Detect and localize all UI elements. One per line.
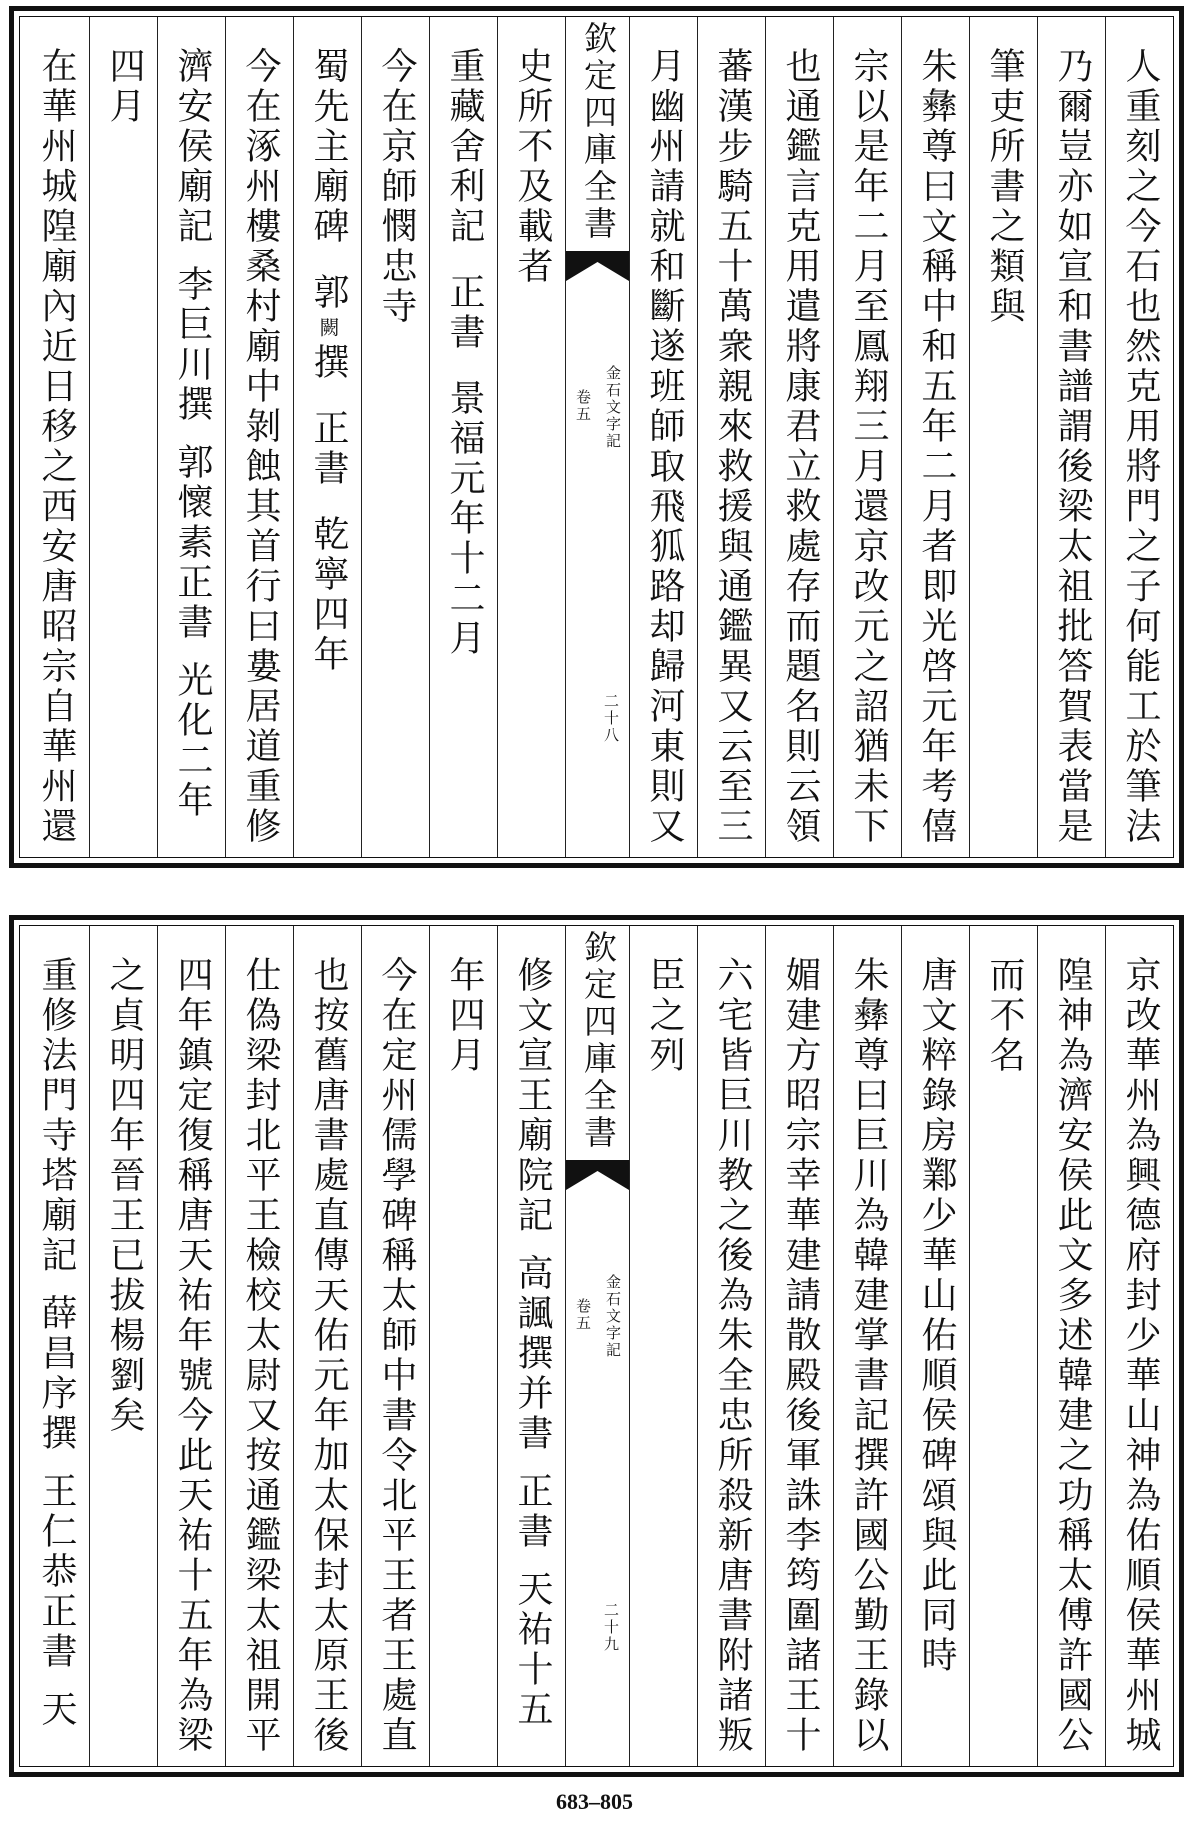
vertical-text (1106, 956, 1173, 1766)
vertical-text (498, 956, 565, 1766)
column-text: 筆吏所書之類與 (984, 47, 1025, 327)
entry-calligrapher: 王仁恭正書 (36, 1472, 77, 1672)
entry-date: 光化二年 (172, 661, 213, 821)
text-column (225, 926, 293, 1766)
vertical-text (1038, 956, 1105, 1766)
vertical-text (226, 956, 293, 1766)
entry-author: 李巨川撰 (172, 265, 213, 425)
vertical-text (90, 47, 157, 857)
text-column (1037, 17, 1105, 857)
vertical-text (970, 956, 1037, 1766)
column-text: 朱彝尊曰文稱中和五年二月者即光啓元年考僖 (916, 47, 957, 847)
text-column (497, 17, 565, 857)
text-column (697, 926, 765, 1766)
column-text: 六宅皆巨川教之後為朱全忠所殺新唐書附諸叛 (712, 956, 753, 1756)
column-text: 之貞明四年晉王已拔楊劉矣 (104, 956, 145, 1436)
vertical-text (21, 47, 89, 857)
text-column (157, 17, 225, 857)
column-text: 在華州城隍廟內近日移之西安唐昭宗自華州還 (36, 47, 77, 847)
text-column (969, 17, 1037, 857)
entry-date: 天祐十五 (512, 1570, 553, 1730)
center-fold-column (565, 926, 629, 1766)
entry-date: 天 (36, 1690, 77, 1730)
text-column (765, 926, 833, 1766)
vertical-text (294, 47, 361, 857)
entry-author: 高諷撰并書 (512, 1254, 553, 1454)
vertical-text (226, 47, 293, 857)
fishtail-ornament (566, 1160, 629, 1190)
text-column (697, 17, 765, 857)
script-style: 正書 (512, 1472, 553, 1552)
column-text: 京改華州為興德府封少華山神為佑順侯華州城 (1120, 956, 1161, 1756)
vertical-text (362, 956, 429, 1766)
entry-date: 乾寧四年 (308, 515, 349, 675)
series-title: 欽定四庫全書 (579, 21, 618, 243)
vertical-text (834, 47, 901, 857)
text-column (629, 17, 697, 857)
column-text: 今在定州儒學碑稱太師中書令北平王者王處直 (376, 956, 417, 1756)
text-column (21, 926, 89, 1766)
vertical-text (21, 956, 89, 1766)
upper-page-frame (19, 16, 1174, 858)
column-text: 臣之列 (644, 956, 685, 1076)
column-text: 也按舊唐書處直傳天佑元年加太保封太原王後 (308, 956, 349, 1756)
text-column (901, 17, 969, 857)
lower-page-panel (9, 915, 1184, 1777)
vertical-text (766, 47, 833, 857)
vertical-text (902, 47, 969, 857)
column-text: 史所不及載者 (512, 47, 553, 287)
column-text: 蕃漢步騎五十萬衆親來救援與通鑑異又云至三 (712, 47, 753, 847)
vertical-text (698, 956, 765, 1766)
vertical-text (498, 47, 565, 857)
column-text: 乃爾豈亦如宣和書譜謂後梁太祖批答賀表當是 (1052, 47, 1093, 847)
script-style: 正書 (308, 409, 349, 489)
entry-date: 景福元年十二月 (444, 379, 485, 659)
text-column (293, 926, 361, 1766)
text-column (969, 926, 1037, 1766)
column-text: 月幽州請就和斷遂班師取飛狐路却歸河東則又 (644, 47, 685, 847)
vertical-text (430, 956, 497, 1766)
text-column (89, 926, 157, 1766)
entry-title: 蜀先主廟碑 (308, 47, 349, 247)
script-style: 正書 (444, 273, 485, 353)
entry-calligrapher: 郭懷素正書 (172, 443, 213, 643)
page-number: 683–805 (556, 1789, 633, 1814)
upper-page-panel (9, 6, 1184, 868)
vertical-text (1038, 47, 1105, 857)
column-text: 宗以是年二月至鳳翔三月還京改元之詔猶未下 (848, 47, 889, 847)
vertical-text (430, 47, 497, 857)
lower-page-frame (19, 925, 1174, 1767)
volume-label: 卷五 (574, 1298, 592, 1332)
text-column (293, 17, 361, 857)
vertical-text (902, 956, 969, 1766)
column-text: 今在涿州樓桑村廟中剝蝕其首行曰婁居道重修 (240, 47, 281, 847)
book-title: 金石文字記 (604, 1274, 622, 1359)
entry-title: 濟安侯廟記 (172, 47, 213, 247)
volume-label: 卷五 (574, 389, 592, 423)
vertical-text (158, 47, 225, 857)
author-role: 撰 (308, 343, 349, 383)
vertical-text (766, 956, 833, 1766)
entry-title: 重藏舍利記 (444, 47, 485, 247)
column-text: 四月 (104, 47, 145, 127)
text-column (361, 17, 429, 857)
fishtail-ornament (566, 251, 629, 281)
text-column (157, 926, 225, 1766)
vertical-text (362, 47, 429, 857)
leaf-number: 二十八 (602, 693, 620, 744)
vertical-text (698, 47, 765, 857)
text-column (429, 17, 497, 857)
text-column (429, 926, 497, 1766)
column-text: 年四月 (444, 956, 485, 1076)
text-column (497, 926, 565, 1766)
column-text: 而不名 (984, 956, 1025, 1076)
column-text: 今在京師憫忠寺 (376, 47, 417, 327)
text-column (765, 17, 833, 857)
column-text: 朱彝尊曰巨川為韓建掌書記撰許國公勤王錄以 (848, 956, 889, 1756)
column-text: 媚建方昭宗幸華建請散殿後軍誅李筠圍諸王十 (780, 956, 821, 1756)
author-surname: 郭 (308, 273, 349, 313)
leaf-number: 二十九 (602, 1602, 620, 1653)
center-fold-column (565, 17, 629, 857)
vertical-text (1106, 47, 1173, 857)
lacuna-note: 闕 (316, 317, 340, 339)
text-column (833, 17, 901, 857)
entry-title: 重修法門寺塔廟記 (36, 956, 77, 1276)
column-text: 四年鎮定復稱唐天祐年號今此天祐十五年為梁 (172, 956, 213, 1756)
column-text: 人重刻之今石也然克用將門之子何能工於筆法 (1120, 47, 1161, 847)
column-text: 隍神為濟安侯此文多述韓建之功稱太傅許國公 (1052, 956, 1093, 1756)
text-column (629, 926, 697, 1766)
vertical-text (630, 956, 697, 1766)
entry-title: 修文宣王廟院記 (512, 956, 553, 1236)
text-column (901, 926, 969, 1766)
text-column (1105, 17, 1173, 857)
text-column (1037, 926, 1105, 1766)
text-column (361, 926, 429, 1766)
column-text: 唐文粹錄房鄴少華山佑順侯碑頌與此同時 (916, 956, 957, 1676)
series-title: 欽定四庫全書 (579, 930, 618, 1152)
vertical-text (970, 47, 1037, 857)
book-title: 金石文字記 (604, 365, 622, 450)
column-text: 也通鑑言克用遣將康君立救處存而題名則云領 (780, 47, 821, 847)
vertical-text (834, 956, 901, 1766)
text-column (1105, 926, 1173, 1766)
entry-author: 薛昌序撰 (36, 1294, 77, 1454)
vertical-text (158, 956, 225, 1766)
text-column (225, 17, 293, 857)
vertical-text (90, 956, 157, 1766)
text-column (833, 926, 901, 1766)
vertical-text (294, 956, 361, 1766)
column-text: 仕偽梁封北平王檢校太尉又按通鑑梁太祖開平 (240, 956, 281, 1756)
text-column (21, 17, 89, 857)
text-column (89, 17, 157, 857)
vertical-text (630, 47, 697, 857)
